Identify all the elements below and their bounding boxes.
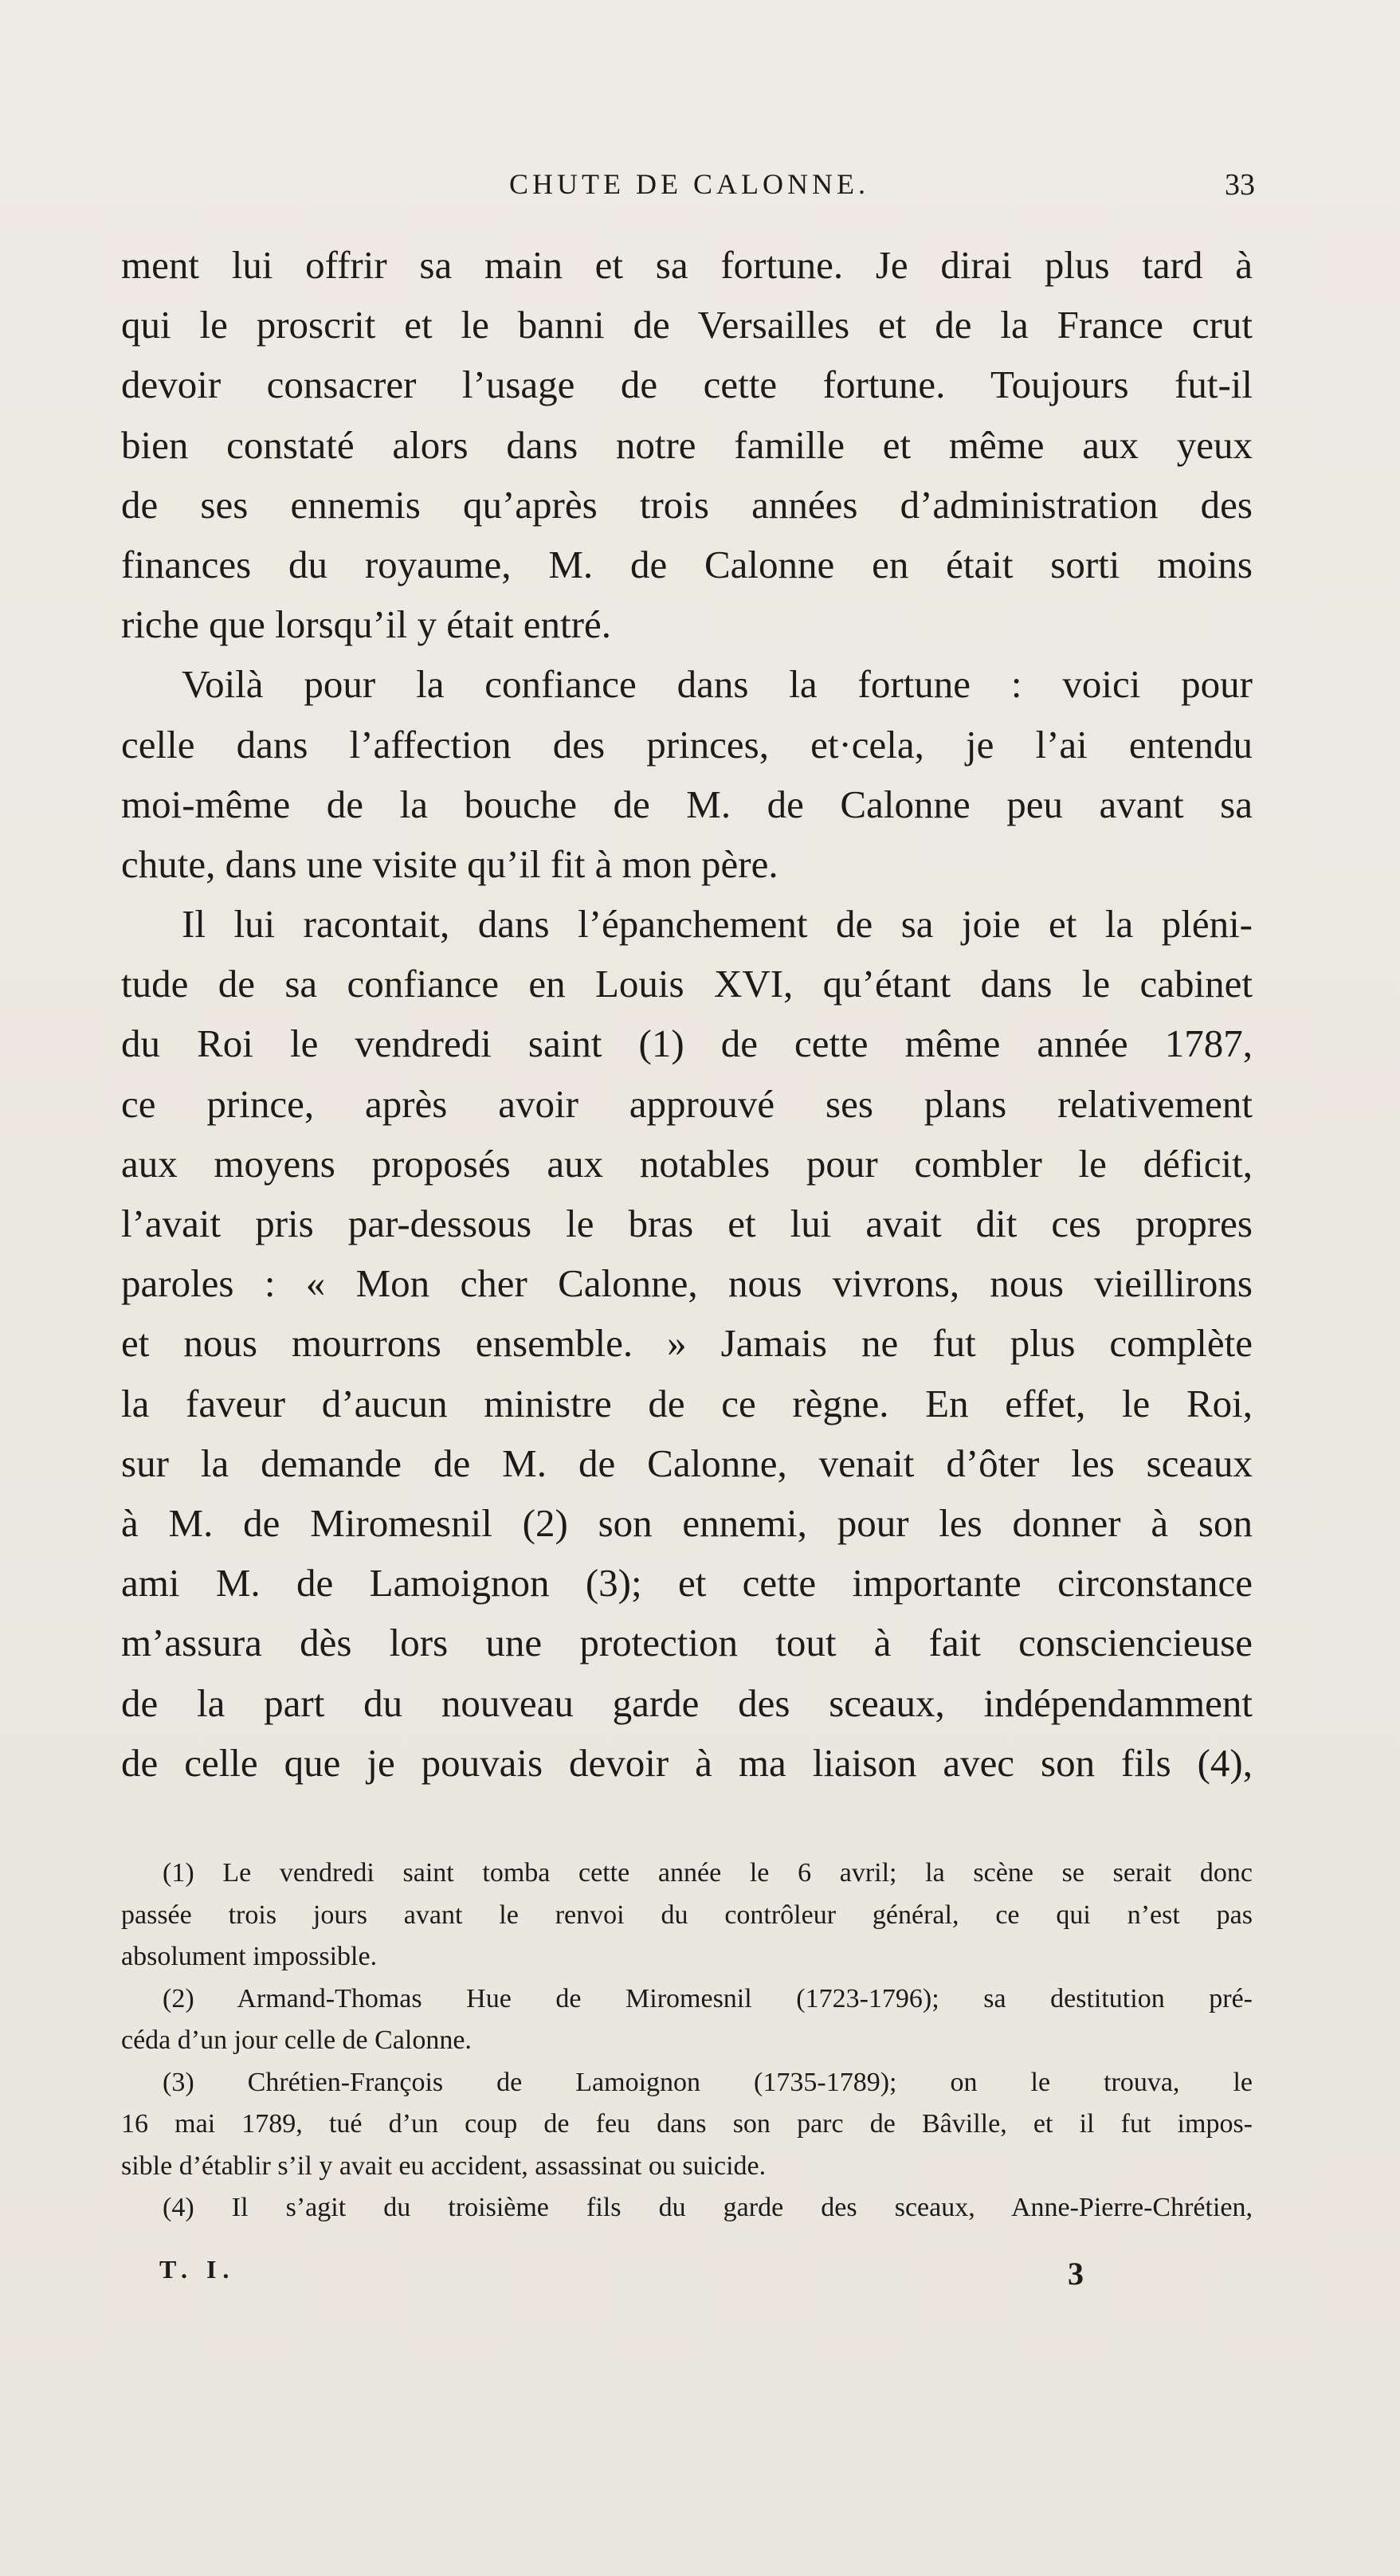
text-line: tude de sa confiance en Louis XVI, qu’étant dans le cabinet bbox=[121, 962, 1253, 1006]
footnote-line: passée trois jours avant le renvoi du contrôleur général, ce qui n’est pas bbox=[121, 1900, 1253, 1930]
page-number: 33 bbox=[1225, 168, 1255, 202]
text-line: ce prince, après avoir approuvé ses plans relativement bbox=[121, 1081, 1253, 1126]
text-line: celle dans l’affection des princes, et·cela, je l’ai entendu bbox=[121, 722, 1253, 767]
signature-mark: T. I. bbox=[159, 2255, 236, 2284]
footnote-line: (4) Il s’agit du troisième fils du garde des sceaux, Anne-Pierre-Chrétien, bbox=[163, 2193, 1253, 2222]
text-line: sur la demande de M. de Calonne, venait d’ôter les sceaux bbox=[121, 1441, 1253, 1485]
text-line: paroles : « Mon cher Calonne, nous vivrons, nous vieillirons bbox=[121, 1261, 1253, 1306]
text-line: la faveur d’aucun ministre de ce règne. En effet, le Roi, bbox=[121, 1381, 1253, 1425]
main-text bbox=[121, 235, 1253, 1793]
text-line: qui le proscrit et le banni de Versailles et de la France crut bbox=[121, 303, 1253, 347]
text-line: ami M. de Lamoignon (3); et cette importante circonstance bbox=[121, 1561, 1253, 1606]
footnote-line: sible d’établir s’il y avait eu accident, assassinat ou suicide. bbox=[121, 2151, 767, 2181]
text-line: m’assura dès lors une protection tout à fait consciencieuse bbox=[121, 1621, 1253, 1665]
text-line: à M. de Miromesnil (2) son ennemi, pour les donner à son bbox=[121, 1500, 1253, 1545]
text-line: devoir consacrer l’usage de cette fortune. Toujours fut-il bbox=[121, 363, 1253, 407]
text-line: de ses ennemis qu’après trois années d’administration des bbox=[121, 482, 1253, 527]
footnote-line: (1) Le vendredi saint tomba cette année le 6 avril; la scène se serait donc bbox=[163, 1858, 1253, 1888]
gathering-number: 3 bbox=[1068, 2256, 1084, 2292]
text-line: riche que lorsqu’il y était entré. bbox=[121, 602, 611, 647]
running-title: CHUTE DE CALONNE. bbox=[509, 168, 869, 200]
text-line: Il lui racontait, dans l’épanchement de sa joie et la pléni- bbox=[182, 902, 1253, 947]
text-line: finances du royaume, M. de Calonne en était sorti moins bbox=[121, 542, 1253, 586]
footnote-line: 16 mai 1789, tué d’un coup de feu dans son parc de Bâville, et il fut impos- bbox=[121, 2109, 1253, 2139]
footnote-line: céda d’un jour celle de Calonne. bbox=[121, 2025, 472, 2055]
footnote-line: (3) Chrétien-François de Lamoignon (1735-1789); on le trouva, le bbox=[163, 2067, 1253, 2097]
text-line: ment lui offrir sa main et sa fortune. Je dirai plus tard à bbox=[121, 243, 1253, 287]
text-line: moi-même de la bouche de M. de Calonne peu avant sa bbox=[121, 782, 1253, 826]
footnote-line: absolument impossible. bbox=[121, 1942, 378, 1971]
text-line: l’avait pris par-dessous le bras et lui avait dit ces propres bbox=[121, 1202, 1253, 1245]
text-line: Voilà pour la confiance dans la fortune : voici pour bbox=[182, 662, 1253, 707]
text-line: de celle que je pouvais devoir à ma liaison avec son fils (4), bbox=[121, 1740, 1253, 1785]
page-footer bbox=[159, 2255, 1084, 2303]
text-line: chute, dans une visite qu’il fit à mon père. bbox=[121, 841, 778, 886]
text-line: et nous mourrons ensemble. » Jamais ne fut plus complète bbox=[121, 1321, 1253, 1366]
text-line: bien constaté alors dans notre famille et même aux yeux bbox=[121, 422, 1253, 467]
text-line: de la part du nouveau garde des sceaux, indépendamment bbox=[121, 1680, 1253, 1725]
text-line: aux moyens proposés aux notables pour combler le déficit, bbox=[121, 1141, 1253, 1186]
footnote-line: (2) Armand-Thomas Hue de Miromesnil (1723-1796); sa destitution pré- bbox=[163, 1983, 1253, 2013]
text-line: du Roi le vendredi saint (1) de cette même année 1787, bbox=[121, 1021, 1253, 1066]
page-header bbox=[124, 167, 1255, 215]
footnotes bbox=[121, 1853, 1253, 2229]
